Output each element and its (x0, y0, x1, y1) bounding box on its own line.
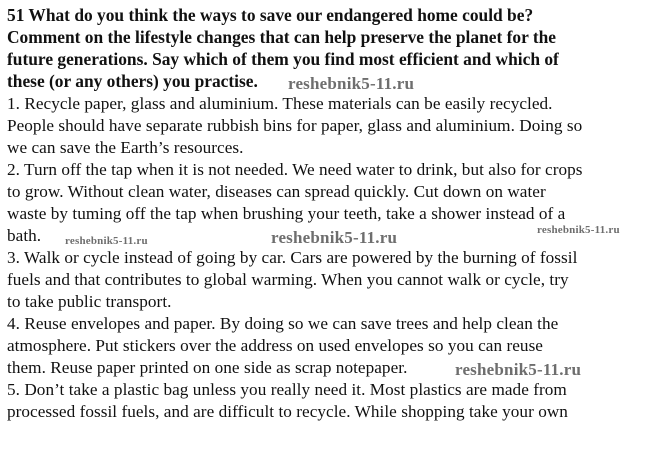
answer-5-line-2: processed fossil fuels, and are difficult to recycle. While shopping take your own (7, 402, 568, 421)
answer-2-line-4: bath. (7, 226, 42, 245)
watermark-text: reshebnik5-11.ru (271, 228, 398, 247)
answer-2-line-2: to grow. Without clean water, diseases can spread quickly. Cut down on water (7, 182, 546, 201)
answer-3-line-2: fuels and that contributes to global warming. When you cannot walk or cycle, try (7, 270, 569, 289)
question-line-3: future generations. Say which of them you find most efficient and which of (7, 49, 559, 69)
answer-5-line-1: 5. Don’t take a plastic bag unless you really need it. Most plastics are made from (7, 380, 567, 399)
answer-3-line-1: 3. Walk or cycle instead of going by car. Cars are powered by the burning of fossil (7, 248, 578, 267)
question-line-2: Comment on the lifestyle changes that can help preserve the planet for the (7, 27, 557, 47)
answer-4-line-1: 4. Reuse envelopes and paper. By doing so we can save trees and help clean the (7, 314, 559, 333)
answer-3-line-3: to take public transport. (7, 292, 172, 311)
watermark-text: reshebnik5-11.ru (65, 235, 148, 247)
answer-1-line-3: we can save the Earth’s resources. (7, 138, 244, 157)
answer-2-line-3: waste by tuming off the tap when brushing your teeth, take a shower instead of a (7, 204, 566, 223)
answer-4-line-2: atmosphere. Put stickers over the address on used envelopes so you can reuse (7, 336, 543, 355)
watermark-text: reshebnik5-11.ru (537, 224, 620, 236)
watermark-text: reshebnik5-11.ru (455, 360, 582, 379)
watermark-text: reshebnik5-11.ru (288, 74, 415, 93)
answer-2-line-1: 2. Turn off the tap when it is not needed. We need water to drink, but also for crops (7, 160, 583, 179)
question-line-4: these (or any others) you practise. (7, 71, 258, 91)
question-line-1: 51 What do you think the ways to save our endangered home could be? (7, 5, 534, 25)
answer-4-line-3: them. Reuse paper printed on one side as scrap notepaper. (7, 358, 408, 377)
answer-1-line-1: 1. Recycle paper, glass and aluminium. These materials can be easily recycled. (7, 94, 553, 113)
answer-1-line-2: People should have separate rubbish bins for paper, glass and aluminium. Doing so (7, 116, 583, 135)
